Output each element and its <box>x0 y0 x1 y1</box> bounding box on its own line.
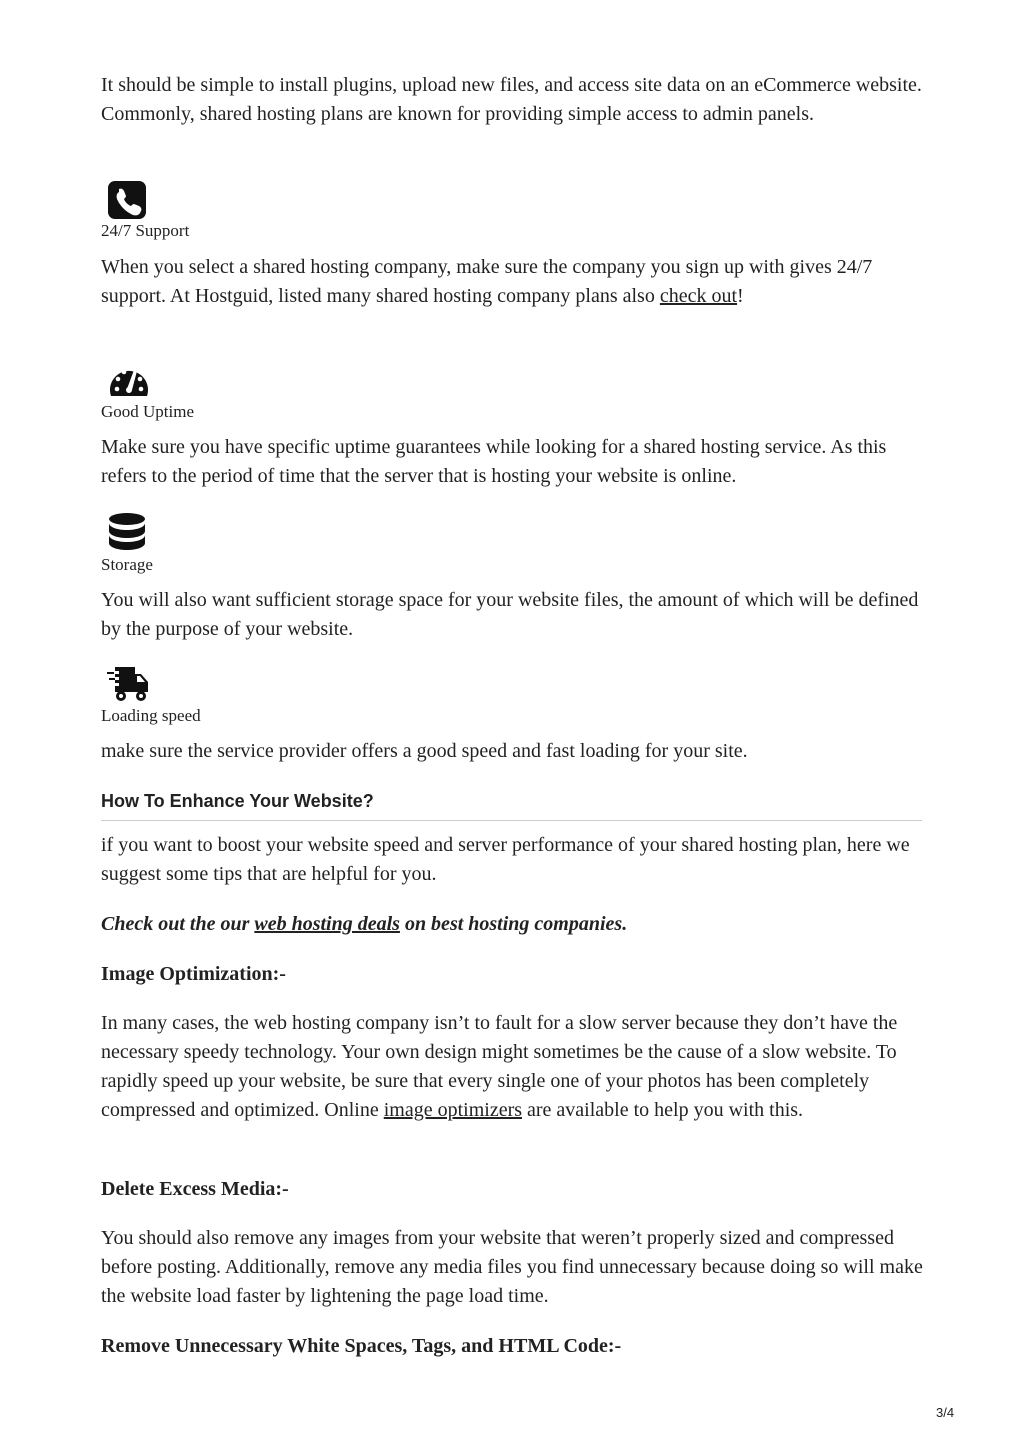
storage-label: Storage <box>101 555 153 574</box>
delete-media-paragraph: You should also remove any images from your website that weren’t properly sized and compressed before posting. Additionally, remove any media files you find unnecessary because doing so will make the website load faster by lightening the page load time. <box>101 1227 923 1307</box>
phone-icon <box>107 181 147 224</box>
page-number: 3/4 <box>936 1405 955 1420</box>
remove-whitespace-heading: Remove Unnecessary White Spaces, Tags, and HTML Code:- <box>101 1335 622 1357</box>
delete-media-heading: Delete Excess Media:- <box>101 1178 289 1200</box>
enhance-intro: if you want to boost your website speed and server performance of your shared hosting plan, here we suggest some tips that are helpful for you. <box>101 834 910 885</box>
image-opt-text: In many cases, the web hosting company isn’t to fault for a slow server because they don’t have the necessary speedy technology. Your own design might sometimes be the cause of a slow website. To rapidly speed up your website, be sure that every single one of your photos has been completely compressed and optimized. Online <box>101 1012 898 1121</box>
callout-text: Check out the our <box>101 913 255 935</box>
uptime-label: Good Uptime <box>101 402 195 421</box>
intro-paragraph: It should be simple to install plugins, upload new files, and access site data on an eCommerce website. Commonly, shared hosting plans are known for providing simple access to admin panels. <box>101 74 922 125</box>
support-label: 24/7 Support <box>101 221 190 240</box>
deals-callout <box>101 910 923 938</box>
loading-paragraph: make sure the service provider offers a good speed and fast loading for your site. <box>101 740 748 762</box>
image-opt-text-end: are available to help you with this. <box>522 1099 804 1121</box>
heading-divider <box>101 820 922 821</box>
image-optimization-heading: Image Optimization:- <box>101 963 286 985</box>
storage-paragraph: You will also want sufficient storage space for your website files, the amount of which will be defined by the purpose of your website. <box>101 589 919 640</box>
callout-text-end: on best hosting companies. <box>399 913 628 935</box>
support-text-end: ! <box>737 285 744 307</box>
image-optimization-paragraph <box>101 1009 923 1125</box>
speedometer-icon <box>107 362 151 405</box>
support-paragraph <box>101 253 923 311</box>
support-text: When you select a shared hosting company, make sure the company you sign up with gives 24/7 support. At Hostguid, listed many shared hosting company plans also <box>101 256 873 307</box>
shipping-fast-icon <box>107 665 151 708</box>
database-icon <box>107 513 149 558</box>
loading-label: Loading speed <box>101 706 201 725</box>
enhance-heading: How To Enhance Your Website? <box>101 791 374 811</box>
check-out-link[interactable]: check out <box>659 285 738 307</box>
image-optimizers-link[interactable]: image optimizers <box>383 1099 523 1121</box>
uptime-paragraph: Make sure you have specific uptime guarantees while looking for a shared hosting service. As this refers to the period of time that the server that is hosting your website is online. <box>101 436 887 487</box>
web-hosting-deals-link[interactable]: web hosting deals <box>254 913 400 935</box>
